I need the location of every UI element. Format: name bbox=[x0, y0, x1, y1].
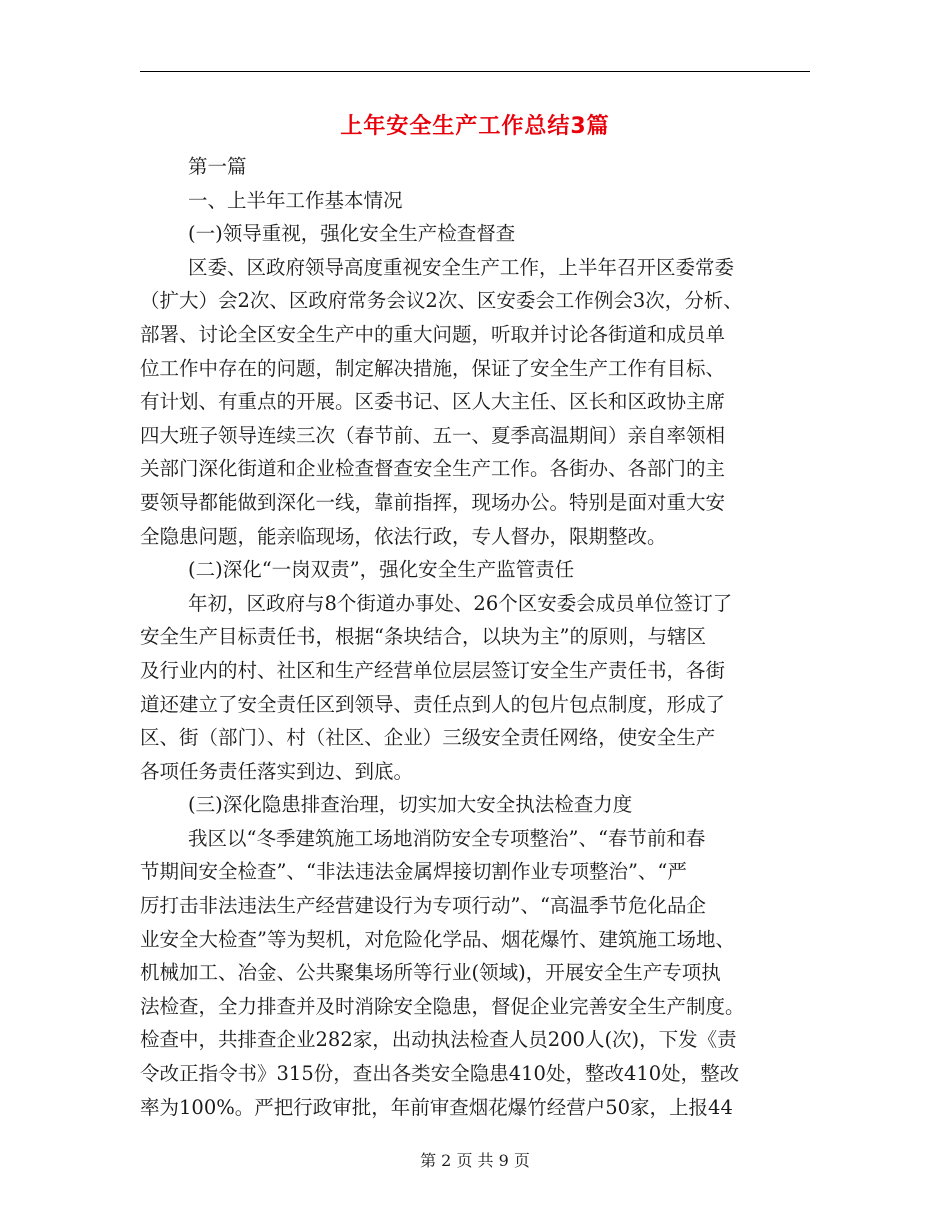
body-line: 我区以“冬季建筑施工场地消防安全专项整治”、“春节前和春 bbox=[188, 826, 706, 850]
body-line: (二)深化“一岗双责”，强化安全生产监管责任 bbox=[188, 558, 575, 582]
body-line: 位工作中存在的问题，制定解决措施，保证了安全生产工作有目标、 bbox=[140, 356, 726, 380]
body-line: 法检查，全力排查并及时消除安全隐患，督促企业完善安全生产制度。 bbox=[140, 994, 745, 1018]
body-line: 全隐患问题，能亲临现场，依法行政，专人督办，限期整改。 bbox=[140, 524, 667, 548]
body-line: 关部门深化街道和企业检查督查安全生产工作。各街办、各部门的主 bbox=[140, 457, 726, 481]
body-line: 率为100%。严把行政审批，年前审查烟花爆竹经营户50家，上报44 bbox=[140, 1095, 733, 1119]
page-number-footer: 第 2 页 共 9 页 bbox=[420, 1151, 530, 1170]
body-line: 节期间安全检查”、“非法违法金属焊接切割作业专项整治”、“严 bbox=[140, 860, 687, 884]
document-body bbox=[140, 150, 830, 1124]
body-line: 令改正指令书》315份，查出各类安全隐患410处，整改410处，整改 bbox=[140, 1062, 740, 1086]
body-line: 安全生产目标责任书，根据“条块结合，以块为主”的原则，与辖区 bbox=[140, 625, 706, 649]
body-line: 业安全大检查”等为契机，对危险化学品、烟花爆竹、建筑施工场地、 bbox=[140, 927, 735, 951]
body-line: 四大班子领导连续三次（春节前、五一、夏季高温期间）亲自率领相 bbox=[140, 423, 726, 447]
body-line: 要领导都能做到深化一线，靠前指挥，现场办公。特别是面对重大安 bbox=[140, 490, 726, 514]
body-line: 区、街（部门）、村（社区、企业）三级安全责任网络，使安全生产 bbox=[140, 726, 716, 750]
body-line: (一)领导重视，强化安全生产检查督查 bbox=[188, 222, 516, 246]
body-line: （扩大）会2次、区政府常务会议2次、区安委会工作例会3次，分析、 bbox=[140, 289, 743, 313]
body-line: 第一篇 bbox=[188, 155, 247, 178]
body-line: 有计划、有重点的开展。区委书记、区人大主任、区长和区政协主席 bbox=[140, 390, 726, 414]
body-line: (三)深化隐患排查治理，切实加大安全执法检查力度 bbox=[188, 793, 633, 817]
body-line: 检查中，共排查企业282家，出动执法检查人员200人(次)，下发《责 bbox=[140, 1028, 737, 1052]
body-line: 一、上半年工作基本情况 bbox=[188, 188, 403, 212]
body-line: 厉打击非法违法生产经营建设行为专项行动”、“高温季节危化品企 bbox=[140, 894, 706, 918]
body-line: 年初，区政府与8个街道办事处、26个区安委会成员单位签订了 bbox=[188, 591, 733, 615]
body-line: 区委、区政府领导高度重视安全生产工作，上半年召开区委常委 bbox=[188, 255, 735, 279]
document-title: 上年安全生产工作总结3篇 bbox=[340, 114, 610, 139]
body-line: 部署、讨论全区安全生产中的重大问题，听取并讨论各街道和成员单 bbox=[140, 322, 726, 346]
body-line: 及行业内的村、社区和生产经营单位层层签订安全生产责任书，各街 bbox=[140, 658, 726, 682]
body-line: 道还建立了安全责任区到领导、责任点到人的包片包点制度，形成了 bbox=[140, 692, 726, 716]
body-line: 机械加工、冶金、公共聚集场所等行业(领域)，开展安全生产专项执 bbox=[140, 961, 721, 985]
header-rule bbox=[140, 71, 810, 72]
body-line: 各项任务责任落实到边、到底。 bbox=[140, 759, 414, 783]
